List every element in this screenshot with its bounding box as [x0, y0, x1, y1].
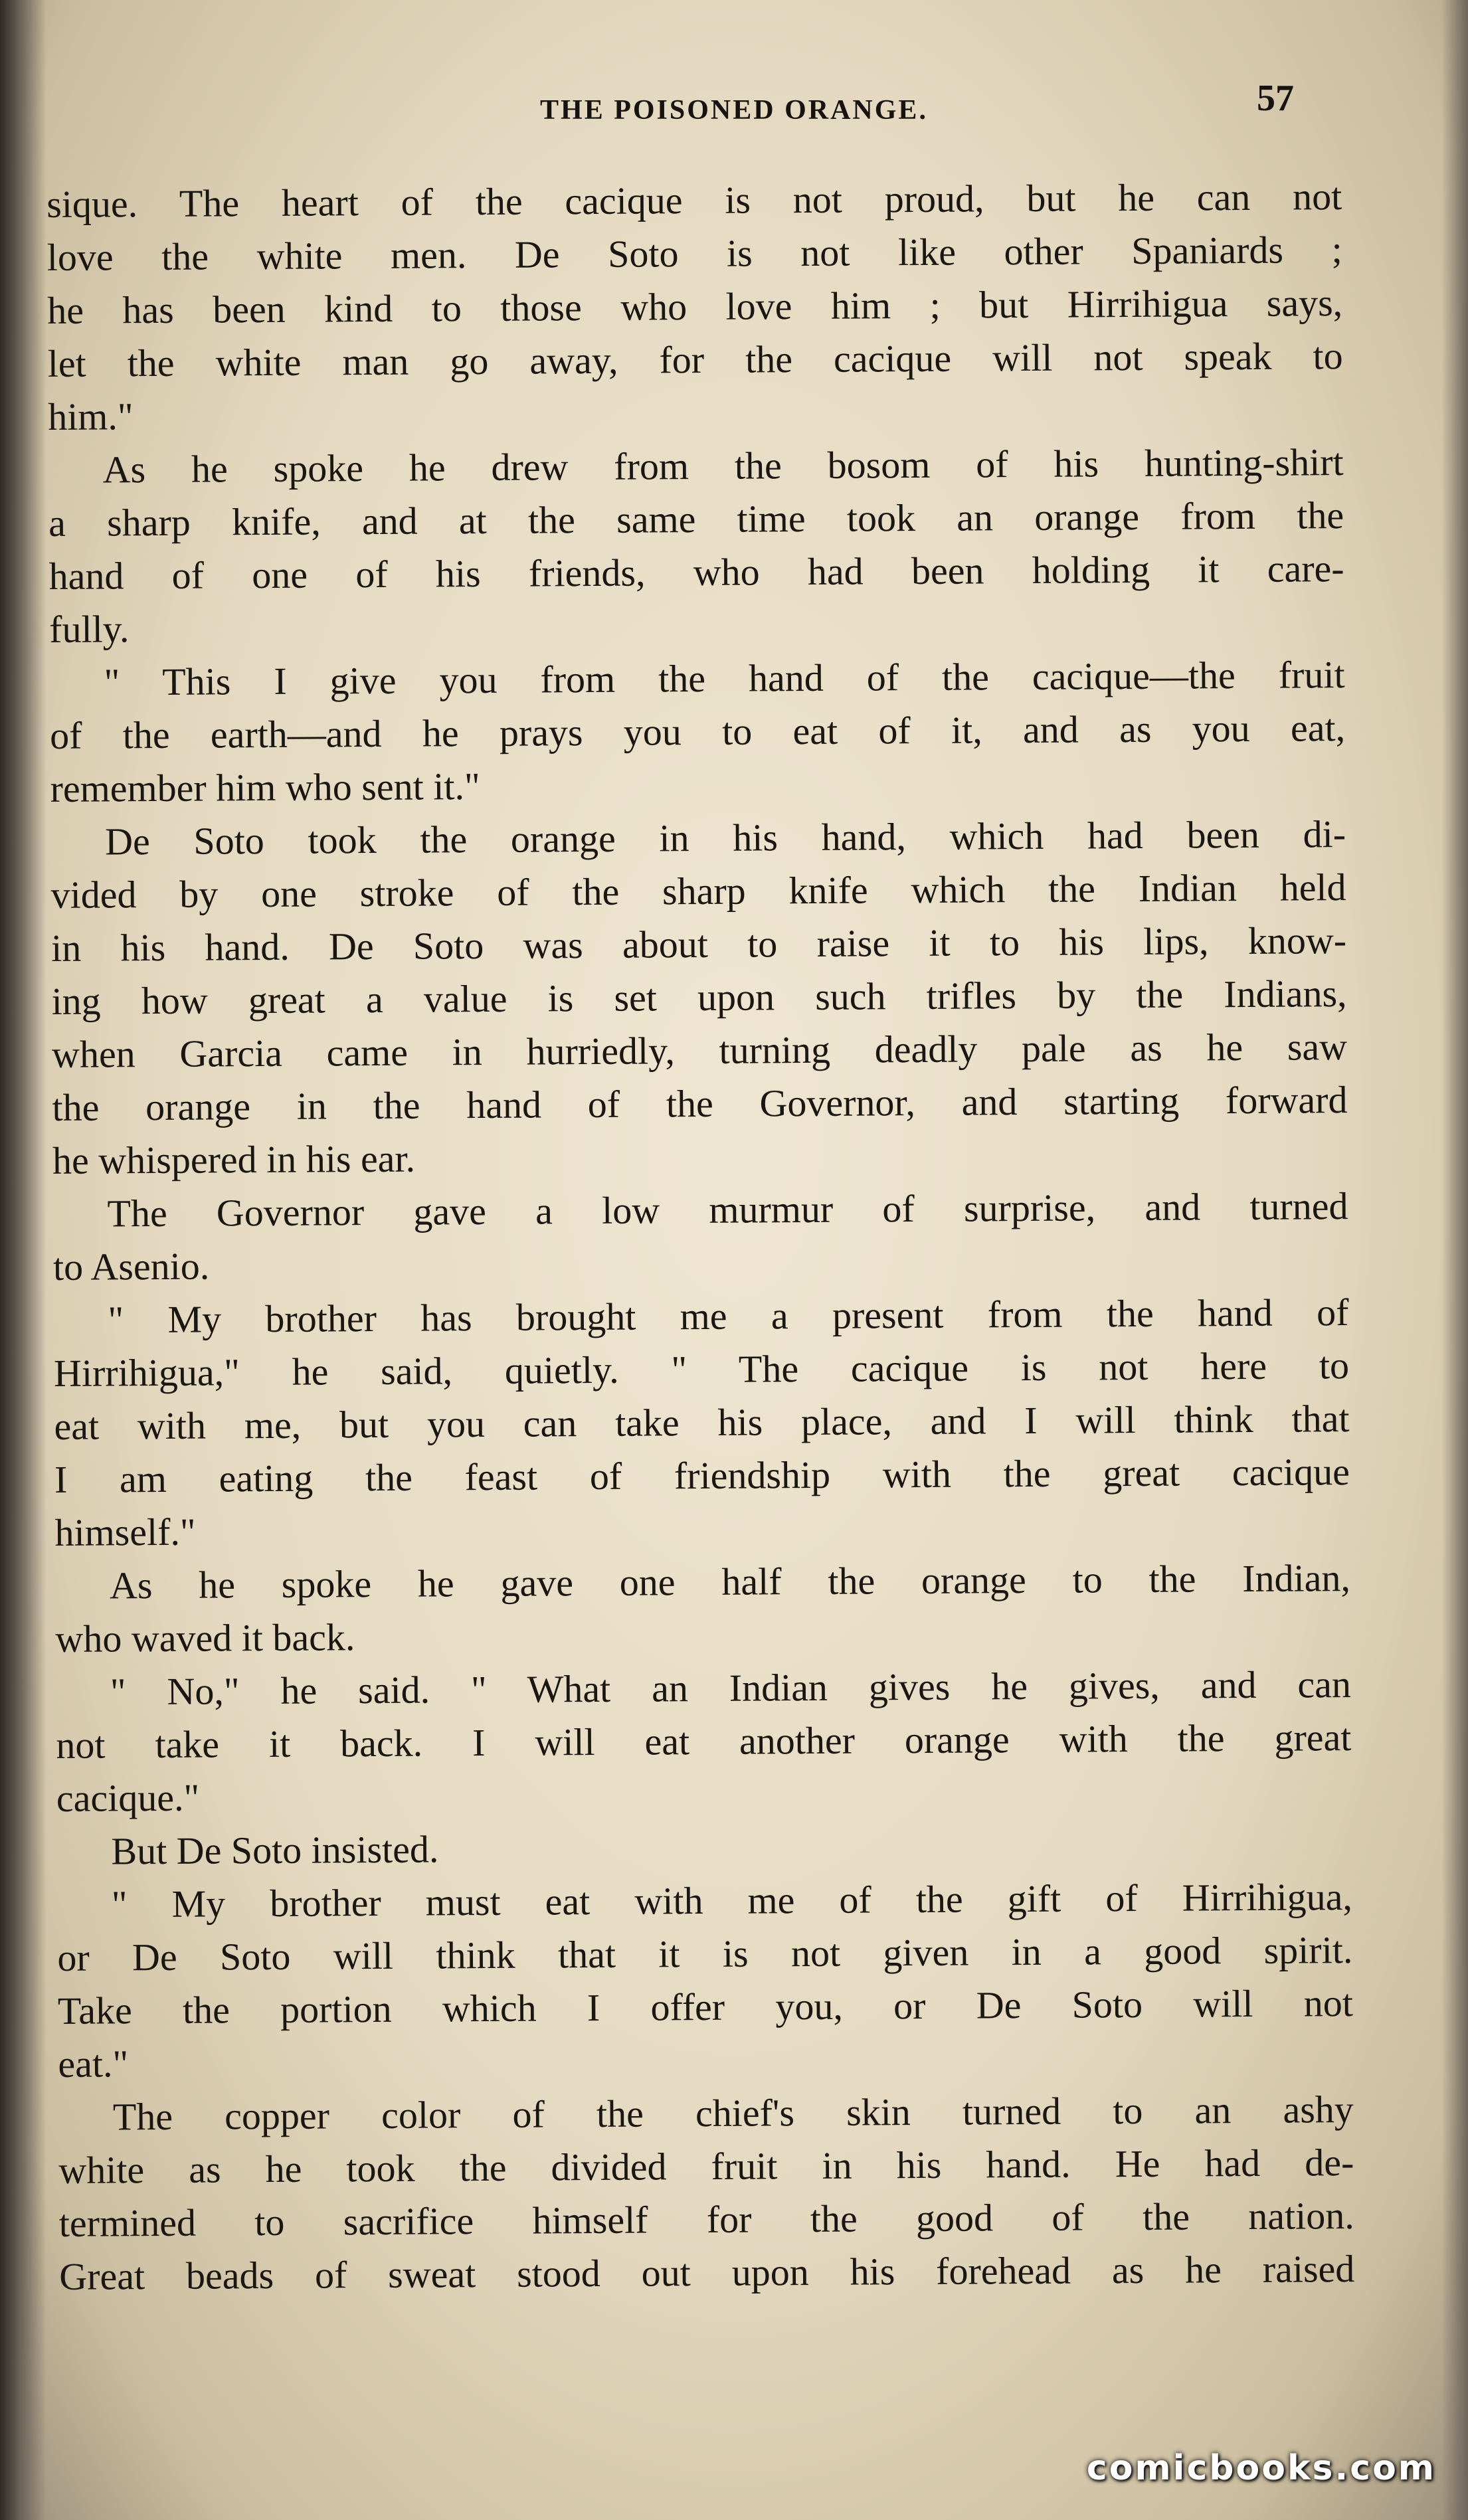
text-line: I am eating the feast of friendship with the great cacique: [54, 1450, 1350, 1501]
text-line: not take it back. I will eat another orange with the great: [56, 1716, 1352, 1767]
text-line: let the white man go away, for the cacique will not speak to: [47, 334, 1343, 385]
text-line-content: As he spoke he drew from the bosom of his hunting-shirt: [102, 440, 1344, 492]
text-line: hand of one of his friends, who had been holding it care-: [48, 547, 1344, 598]
text-line: love the white men. De Soto is not like other Spaniards ;: [46, 228, 1342, 279]
text-line-content: " This I give you from the hand of the cacique—the fruit: [104, 653, 1345, 704]
text-line-content: The Governor gave a low murmur of surprise, and turned: [107, 1184, 1348, 1235]
text-line: a sharp knife, and at the same time took an orange from the: [48, 494, 1344, 545]
text-line: vided by one stroke of the sharp knife which the Indian held: [50, 865, 1346, 917]
text-line: when Garcia came in hurriedly, turning deadly pale as he saw: [51, 1025, 1348, 1076]
text-line: sique. The heart of the cacique is not proud, but he can not: [46, 175, 1342, 226]
text-line-content: " No," he said. " What an Indian gives he gives, and can: [110, 1663, 1352, 1714]
text-line: cacique.": [56, 1775, 200, 1820]
text-line: [58, 2083, 1354, 2144]
text-line: [52, 1180, 1348, 1241]
text-line: fully.: [48, 607, 130, 651]
text-line: white as he took the divided fruit in his hand. He had de-: [58, 2141, 1354, 2192]
text-line: eat.": [58, 2042, 129, 2086]
text-line: [53, 1286, 1348, 1347]
text-line: [55, 1552, 1350, 1613]
text-line: Take the portion which I offer you, or De Soto will not: [57, 1981, 1354, 2032]
text-line: he whispered in his ear.: [52, 1136, 416, 1182]
page-number: 57: [1257, 78, 1294, 119]
text-line: of the earth—and he prays you to eat of it, and as you eat,: [49, 706, 1346, 757]
text-line: [56, 1658, 1351, 1719]
running-head: THE POISONED ORANGE.: [540, 95, 928, 126]
site-watermark: comicbooks.com: [1086, 2448, 1436, 2488]
text-line: or De Soto will think that it is not given in a good spirit.: [57, 1928, 1353, 1979]
text-line: [56, 1817, 1352, 1878]
text-line: [48, 436, 1343, 497]
text-line: he has been kind to those who love him ; but Hirrihigua says,: [47, 281, 1343, 332]
text-line: Great beads of sweat stood out upon his forehead as he raised: [59, 2247, 1355, 2298]
text-line: the orange in the hand of the Governor, and starting forward: [52, 1078, 1348, 1129]
text-line: [57, 1870, 1352, 1932]
text-line: termined to sacrifice himself for the good of the nation.: [58, 2194, 1354, 2245]
text-line: who waved it back.: [55, 1615, 355, 1661]
text-line-content: As he spoke he gave one half the orange to the Indian,: [109, 1556, 1351, 1607]
text-line-content: De Soto took the orange in his hand, which had been di-: [104, 812, 1346, 863]
text-line: Hirrihigua," he said, quietly. " The cacique is not here to: [53, 1344, 1350, 1395]
text-line: remember him who sent it.": [50, 765, 480, 810]
text-line-content: " My brother must eat with me of the gift of Hirrihigua,: [111, 1875, 1353, 1926]
text-line: in his hand. De Soto was about to raise it to his lips, know-: [50, 919, 1347, 970]
page-text: [46, 170, 1355, 2303]
text-line: to Asenio.: [52, 1244, 210, 1289]
text-line-content: The copper color of the chief's skin turned to an ashy: [112, 2088, 1354, 2139]
text-line: himself.": [54, 1510, 196, 1554]
text-line: [49, 648, 1344, 709]
text-line: eat with me, but you can take his place, and I will think that: [54, 1397, 1350, 1448]
text-line: him.": [47, 395, 134, 438]
text-line-content: But De Soto insisted.: [111, 1827, 439, 1873]
text-line-content: " My brother has brought me a present from the hand of: [108, 1291, 1349, 1342]
text-line: ing how great a value is set upon such trifles by the Indians,: [51, 972, 1347, 1023]
text-line: [50, 808, 1346, 869]
